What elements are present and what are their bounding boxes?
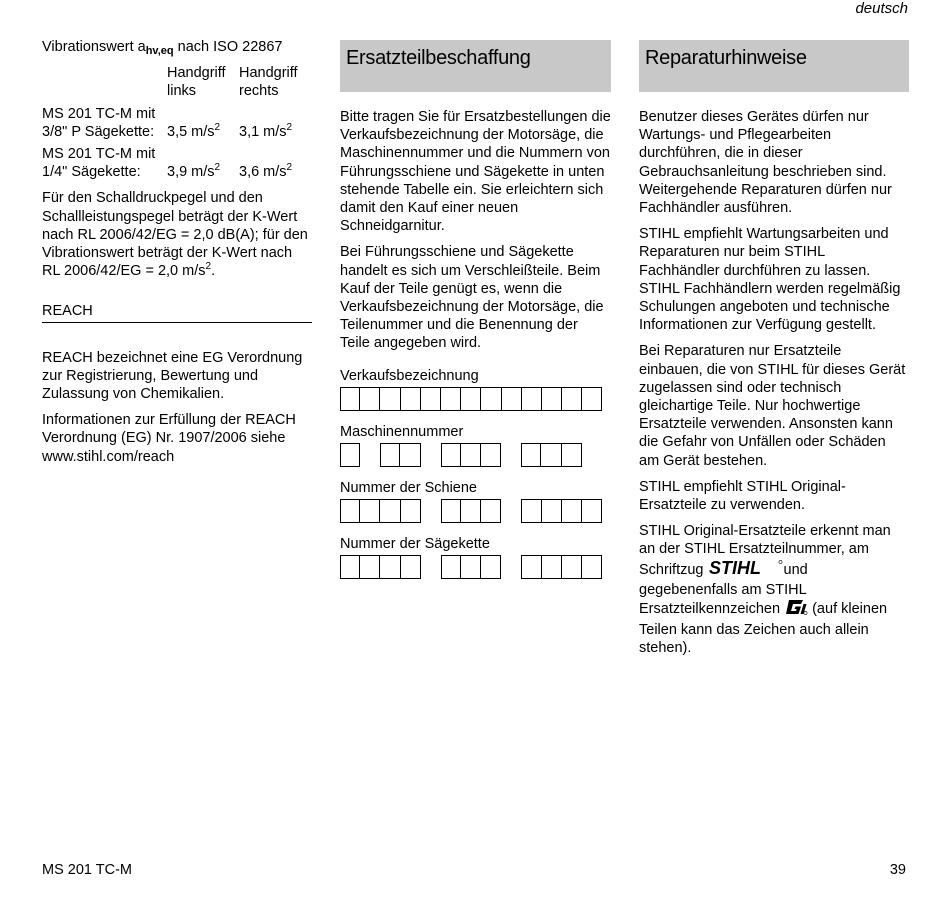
table-header-row (42, 64, 298, 100)
entry-boxes-chain-number[interactable] (340, 555, 611, 579)
row-value-right: 3,6 $m/s^2$ (239, 162, 293, 181)
spare-part-mark-icon (784, 599, 808, 621)
spare-parts-paragraph-2: Bei Führungsschiene und Sägekette handelt es sich um Verschleißteile. Beim Kauf der Teile genügt es, wenn die Verkaufsbezeichnung der Motorsäge, die Teilenummer und die Benennung der Teile angegeben wird. (340, 244, 604, 352)
row-label: MS 201 TC-M mit 1/4" Sägekette: (42, 146, 156, 181)
reach-paragraph-2: Informationen zur Erfüllung der REACH Verordnung (EG) Nr. 1907/2006 siehe www.stihl.com/reach (42, 412, 296, 465)
stihl-logo-icon (708, 559, 784, 581)
reach-heading: REACH (42, 302, 312, 322)
field-label-machine-number: Maschinennummer (340, 423, 464, 440)
page-number: 39 (889, 862, 906, 878)
row-value-left: 3,9 $m/s^2$ (167, 162, 221, 181)
row-value-left: 3,5 $m/s^2$ (167, 121, 221, 140)
repair-paragraph-2: STIHL empfiehlt Wartungsarbeiten und Reparaturen nur beim STIHL Fachhändler durchführen zu lassen. STIHL Fachhändlern werden regelmäßig Schulungen angeboten und technische Informationen zur Verfügung gestellt. (639, 226, 901, 334)
table-row (42, 101, 298, 141)
repair-paragraph-1: Benutzer dieses Gerätes dürfen nur Wartungs- und Pflegearbeiten durchführen, die in dieser Gebrauchsanleitung beschrieben sind. Weitergehende Reparaturen dürfen nur Fachhändler ausführen. (639, 109, 892, 217)
field-label-chain-number: Nummer der Sägekette (340, 536, 490, 553)
language-label: deutsch (855, 0, 908, 17)
column-repair-notes (639, 38, 909, 666)
spare-parts-heading: Ersatzteilbeschaffung (340, 40, 611, 92)
footer-model: MS 201 TC-M (42, 862, 132, 878)
header-left: Handgriff links (167, 65, 226, 100)
entry-boxes-bar-number[interactable] (340, 499, 611, 523)
header-right: Handgriff rechts (239, 65, 298, 100)
vibration-heading: Vibrationswert $a_{hv,eq}$ nach ISO 22867 (42, 39, 283, 57)
table-row (42, 141, 298, 181)
entry-boxes-sales-name[interactable] (340, 387, 611, 411)
spare-parts-paragraph-1: Bitte tragen Sie für Ersatzbestellungen die Verkaufsbezeichnung der Motorsäge, die Maschinennummer und die Nummern von Führungsschiene und Sägekette in unten stehende Tabelle ein. Sie erleichtern sich damit den Kauf einer neuen Schneidgarnitur. (340, 109, 611, 235)
repair-paragraph-5: STIHL Original-Ersatzteile erkennt man an der STIHL Ersatzteilnummer, am Schriftzug STIHL und gegebenenfalls am STIHL Ersatzteilkennzeichen (auf kleinen Teilen kann das Zeichen auch allein stehen). (639, 523, 891, 657)
vibration-table (42, 64, 298, 181)
field-label-bar-number: Nummer der Schiene (340, 480, 477, 497)
column-vibration-reach (42, 38, 312, 474)
row-value-right: 3,1 $m/s^2$ (239, 121, 293, 140)
repair-paragraph-4: STIHL empfiehlt STIHL Original-Ersatzteile zu verwenden. (639, 478, 846, 514)
kwert-paragraph: Für den Schalldruckpegel und den Schallleistungspegel beträgt der K-Wert nach RL 2006/42/EG = 2,0 dB(A); für den Vibrationswert beträgt der K-Wert nach RL 2006/42/EG = 2,0 $m/s^2$. (42, 190, 308, 280)
field-label-sales-name: Verkaufsbezeichnung (340, 367, 479, 384)
svg-text:STIHL: STIHL (708, 558, 761, 576)
reach-paragraph-1: REACH bezeichnet eine EG Verordnung zur Registrierung, Bewertung und Zulassung von Chemikalien. (42, 349, 303, 403)
repair-paragraph-3: Bei Reparaturen nur Ersatzteile einbauen, die von STIHL für dieses Gerät zugelassen sind oder technisch gleichartige Teile. Nur hochwertige Ersatzteile verwenden. Ansonsten kann die Gefahr von Unfällen oder Schäden am Gerät bestehen. (639, 343, 906, 469)
row-label: MS 201 TC-M mit 3/8" P Sägekette: (42, 105, 156, 140)
entry-boxes-machine-number[interactable] (340, 443, 611, 467)
column-spare-parts (340, 38, 611, 579)
repair-heading: Reparaturhinweise (639, 40, 909, 92)
